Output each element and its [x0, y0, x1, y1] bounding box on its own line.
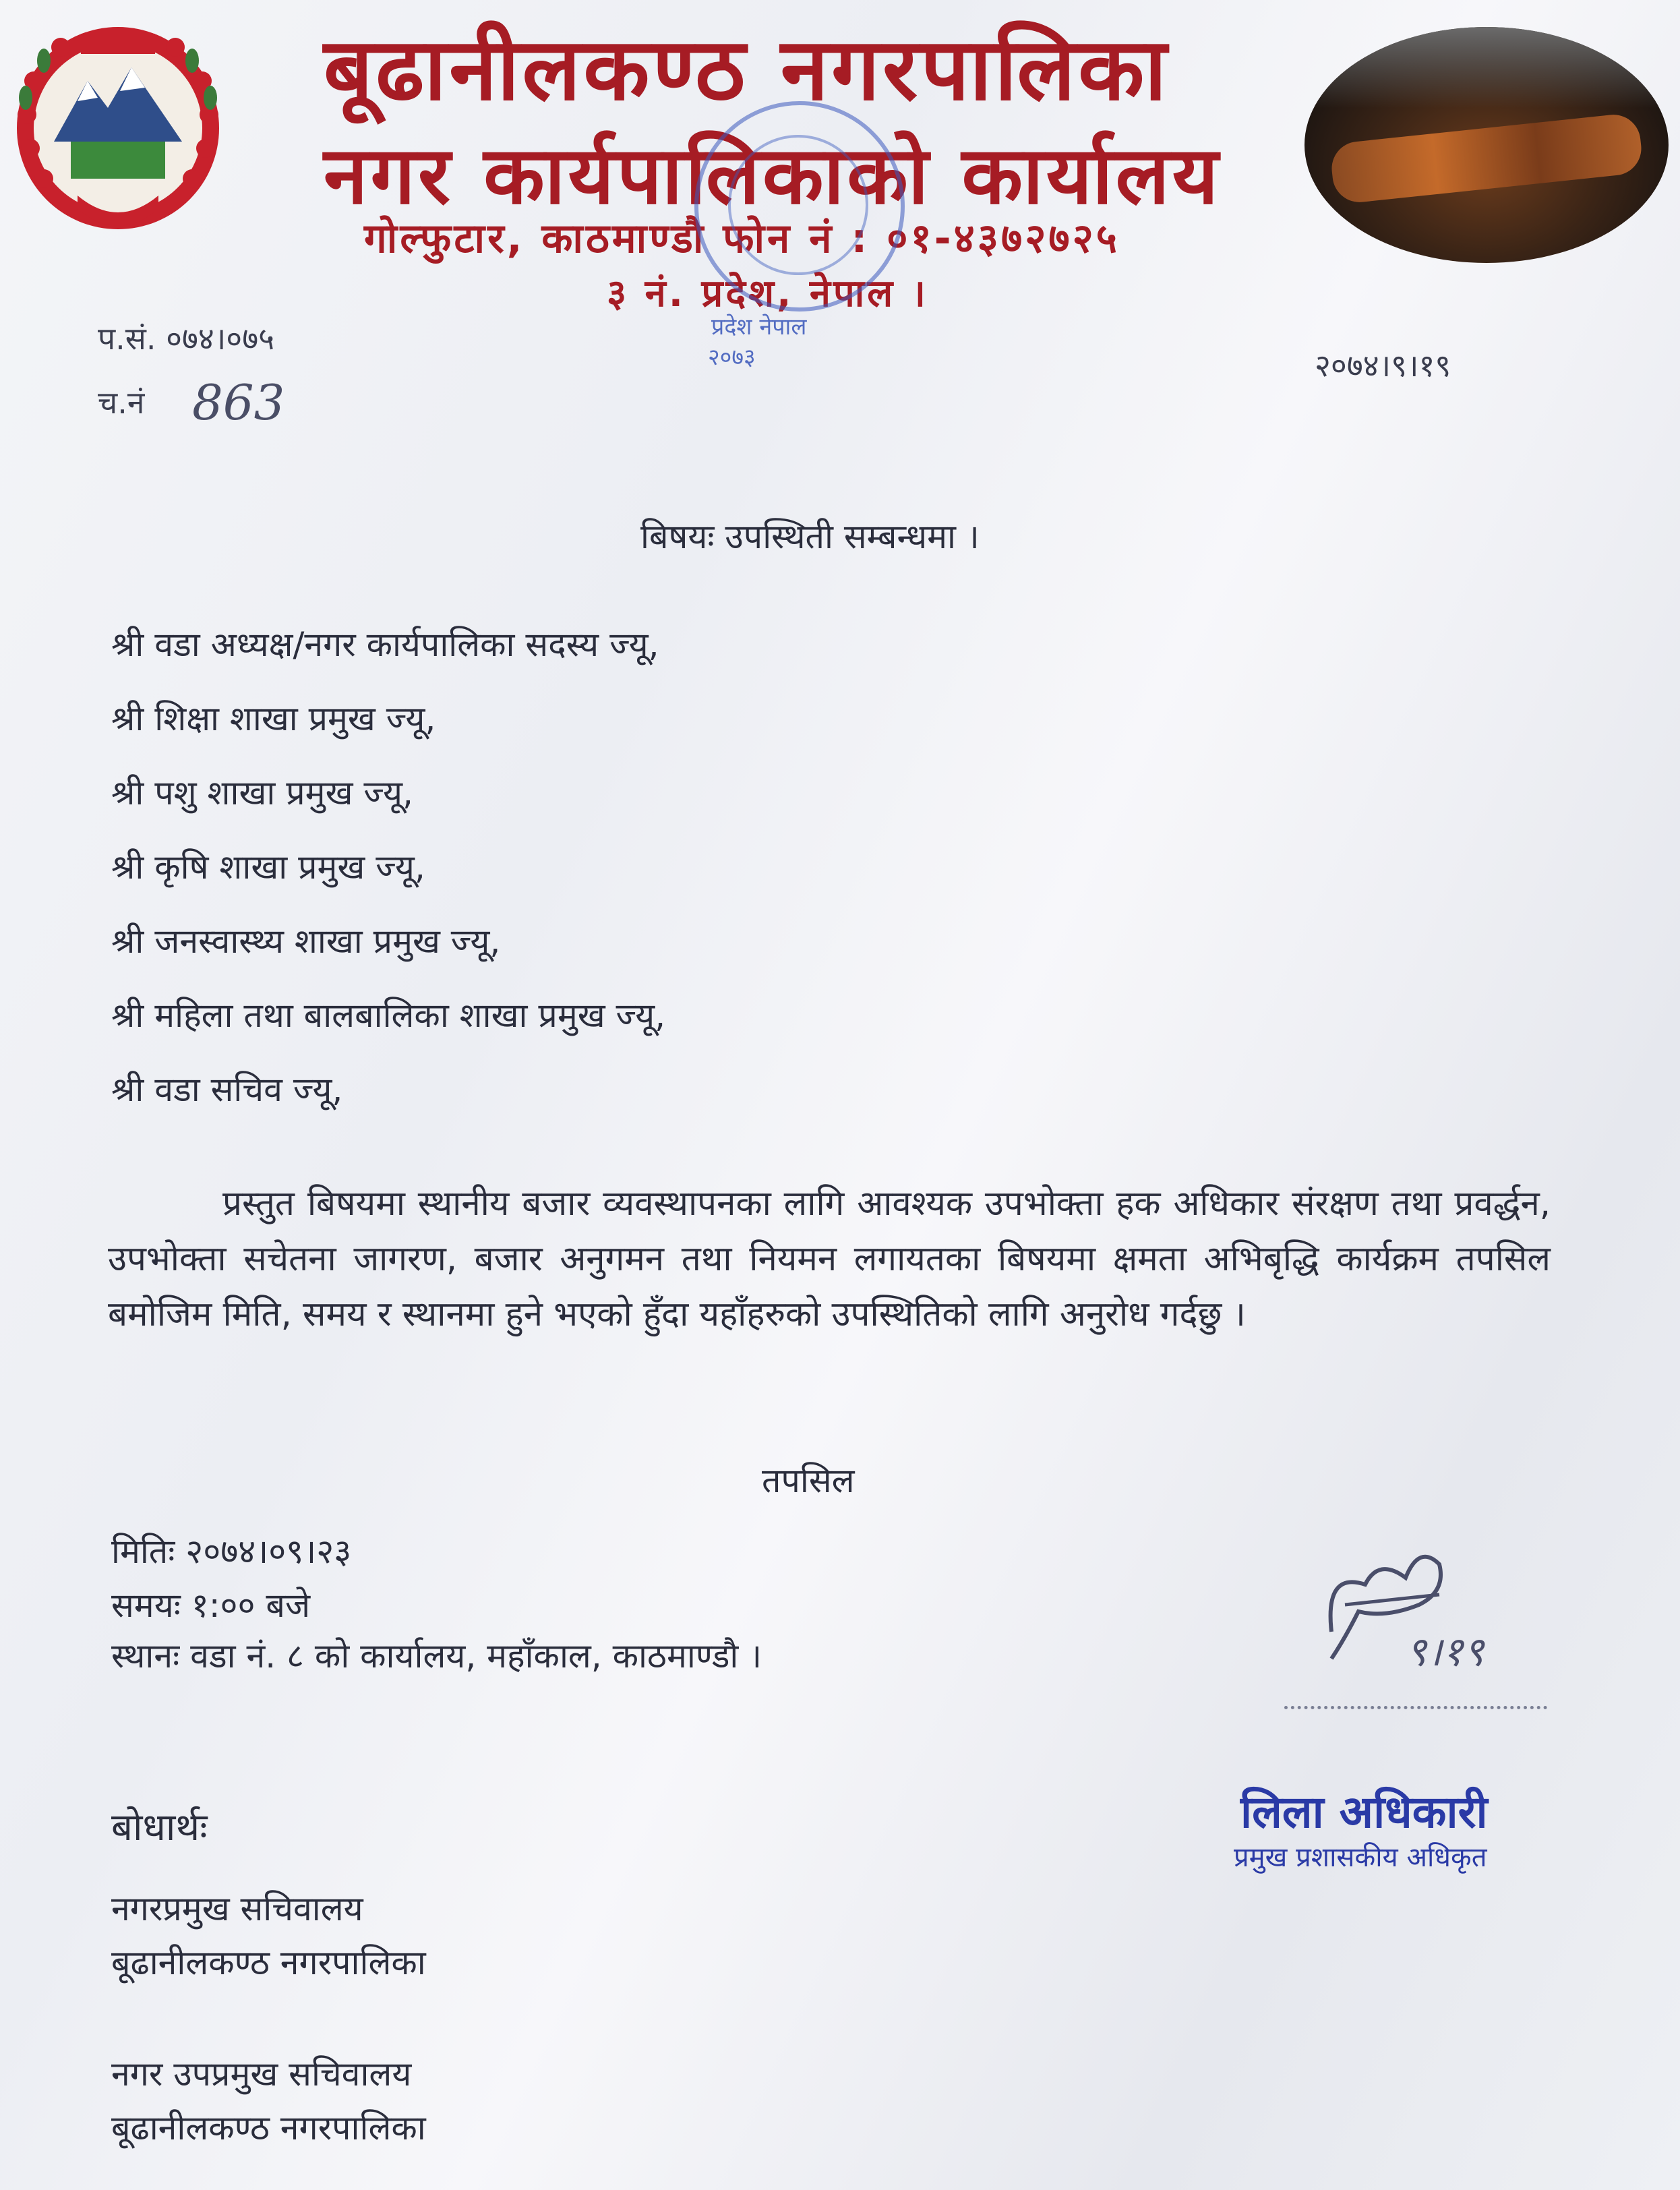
office-address-phone: गोल्फुटार, काठमाण्डौ फोन नं : ०१-४३७२७२५: [364, 215, 1120, 262]
schedule-heading: तपसिल: [762, 1461, 855, 1500]
letter-subject: बिषयः उपस्थिती सम्बन्धमा ।: [640, 517, 980, 556]
patra-sankhya: प.सं. ०७४।०७५: [98, 320, 275, 357]
addressee-line: श्री जनस्वास्थ्य शाखा प्रमुख ज्यू,: [111, 922, 501, 961]
addressee-line: श्री पशु शाखा प्रमुख ज्यू,: [111, 773, 413, 812]
signature-date-mark: ९।१९: [1406, 1628, 1484, 1676]
signer-name: लिला अधिकारी: [1240, 1786, 1488, 1838]
signature-line: [1284, 1706, 1547, 1709]
schedule-date: मितिः २०७४।०९।२३: [111, 1532, 352, 1571]
signer-title: प्रमुख प्रशासकीय अधिकृत: [1234, 1842, 1487, 1873]
photo-subject: [1329, 112, 1644, 205]
stamp-text-year: २०७३: [708, 344, 756, 371]
cc-item-line2: बूढानीलकण्ठ नगरपालिका: [111, 2108, 426, 2148]
official-stamp-inner: [728, 135, 868, 275]
cc-item-line1: नगर उपप्रमुख सचिवालय: [111, 2054, 412, 2094]
addressee-line: श्री शिक्षा शाखा प्रमुख ज्यू,: [111, 699, 436, 738]
letter-date: २०७४।९।१९: [1315, 347, 1451, 384]
office-name: नगर कार्यपालिकाको कार्यालय: [324, 129, 1222, 222]
chalani-label: च.नं: [98, 384, 145, 421]
nepal-emblem-icon: [7, 7, 229, 276]
schedule-time: समयः १:०० बजे: [111, 1586, 311, 1625]
addressee-line: श्री कृषि शाखा प्रमुख ज्यू,: [111, 848, 425, 887]
office-province: ३ नं. प्रदेश, नेपाल ।: [607, 272, 928, 316]
municipality-name: बूढानीलकण्ठ नगरपालिका: [324, 20, 1170, 120]
chalani-number: 863: [192, 374, 285, 431]
letter-body: प्रस्तुत बिषयमा स्थानीय बजार व्यवस्थापनका लागि आवश्यक उपभोक्ता हक अधिकार संरक्षण तथा प्रवर्द्धन, उपभोक्ता सचेतना जागरण, बजार अनुगमन तथा नियमन लगायतका बिषयमा क्षमता अभिबृद्धि कार्यक्रम तपसिल बमोजिम मिति, समय र स्थानमा हुने भएको हुँदा यहाँहरुको उपस्थितिको लागि अनुरोध गर्दछु ।: [108, 1184, 1551, 1334]
addressee-line: श्री वडा अध्यक्ष/नगर कार्यपालिका सदस्य ज्यू,: [111, 625, 659, 664]
addressee-line: श्री वडा सचिव ज्यू,: [111, 1070, 343, 1109]
stamp-text-province: प्रदेश नेपाल: [711, 314, 807, 341]
photo-sky: [1304, 27, 1669, 108]
schedule-place: स्थानः वडा नं. ८ को कार्यालय, महाँकाल, काठमाण्डौ ।: [111, 1636, 762, 1676]
handwritten-signature: [1304, 1531, 1507, 1686]
cc-heading: बोधार्थः: [111, 1806, 208, 1849]
addressee-line: श्री महिला तथा बालबालिका शाखा प्रमुख ज्यू,: [111, 996, 666, 1035]
cc-item-line1: नगरप्रमुख सचिवालय: [111, 1889, 363, 1928]
cc-item-line2: बूढानीलकण्ठ नगरपालिका: [111, 1943, 426, 1982]
